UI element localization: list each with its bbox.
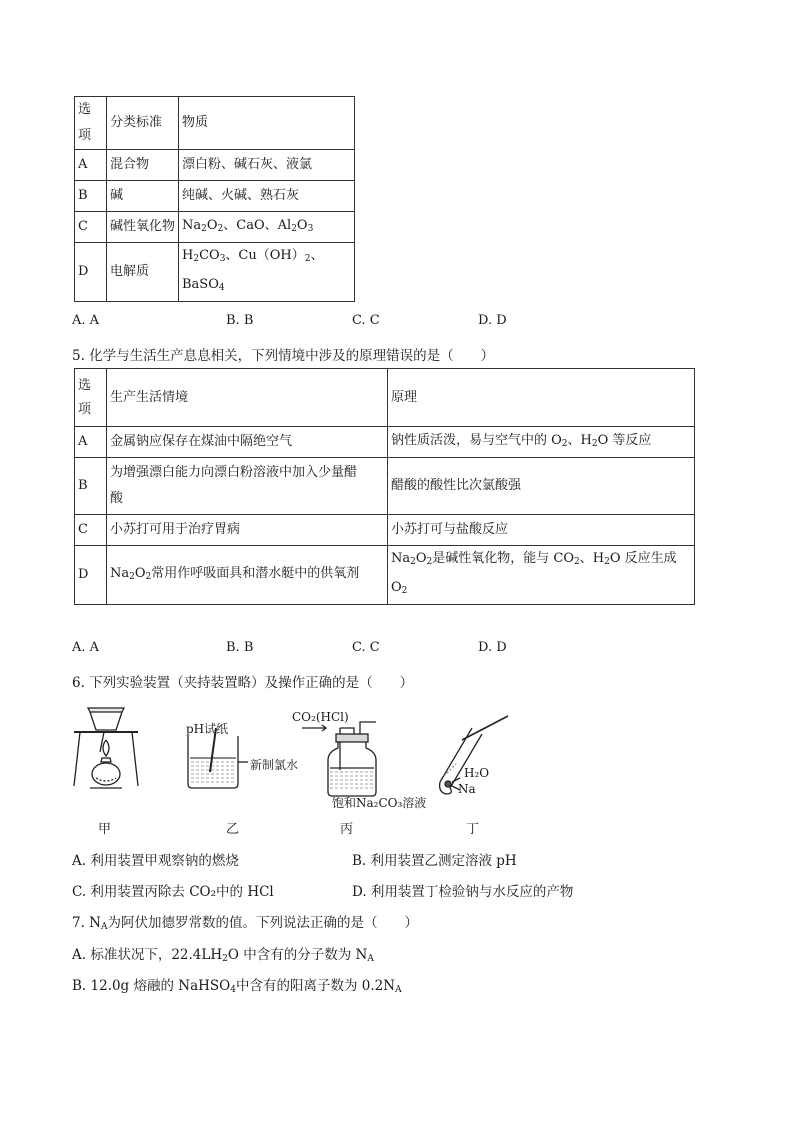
q7-option-b[interactable]: B. 12.0g 熔融的 NaHSO$_4$中含有的阳离子数为 $0.2N_A$ (72, 978, 402, 995)
table-row (75, 546, 695, 605)
table-row (75, 515, 695, 546)
table-header-row (75, 97, 355, 150)
table-row (75, 212, 355, 243)
table-row (75, 458, 695, 515)
table-header-row (75, 369, 695, 427)
row-scene: 小苏打可用于治疗胃病 (107, 515, 388, 546)
apparatus-yi (176, 700, 306, 795)
q5-stem: 5. 化学与生活生产息息相关，下列情境中涉及的原理错误的是（ ） (72, 348, 495, 364)
row-substances: 漂白粉、碱石灰、液氯 (179, 150, 355, 181)
table-row (75, 243, 355, 302)
row-principle: 醋酸的酸性比次氯酸强 (388, 458, 695, 515)
saturated-solution-label: 饱和Na₂CO₃溶液 (332, 796, 427, 810)
q5-option-a[interactable]: A. A (72, 640, 100, 655)
q5-option-b[interactable]: B. B (226, 640, 254, 655)
caption-yi: 乙 (226, 822, 240, 837)
header-principle: 原理 (388, 369, 695, 427)
q6-option-d[interactable]: D. 利用装置丁检验钠与水反应的产物 (352, 884, 574, 900)
h2o-label: H₂O (464, 766, 490, 780)
row-option: C (75, 212, 107, 243)
row-option: D (75, 546, 107, 605)
row-option: A (75, 150, 107, 181)
row-scene: $Na_2O_2$常用作呼吸面具和潜水艇中的供氧剂 (107, 546, 388, 605)
caption-ding: 丁 (466, 822, 480, 837)
apparatus-figures (66, 700, 516, 835)
substances-line-2: BaSO$_4$ (182, 277, 225, 293)
substances-line-1: $H_2CO_3$、$Cu(OH)_2$、 (182, 248, 324, 264)
row-substances: $Na_2O_2$、CaO、$Al_2O_3$ (179, 212, 355, 243)
table-row (75, 427, 695, 458)
q4-option-c[interactable]: C. C (352, 313, 380, 328)
table-row (75, 150, 355, 181)
q5-table (74, 368, 695, 605)
q7-option-a[interactable]: A. 标准状况下，$22.4LH_2O$ 中含有的分子数为 $N_A$ (72, 947, 374, 964)
caption-bing: 丙 (340, 822, 354, 837)
caption-jia: 甲 (98, 822, 112, 837)
row-option: C (75, 515, 107, 546)
table-row (75, 181, 355, 212)
header-substances: 物质 (179, 97, 355, 150)
row-option: B (75, 458, 107, 515)
row-option: A (75, 427, 107, 458)
na-label: Na (458, 782, 476, 796)
apparatus-jia (66, 700, 146, 795)
q6-option-a[interactable]: A. 利用装置甲观察钠的燃烧 (72, 853, 239, 869)
row-option: B (75, 181, 107, 212)
q6-option-b[interactable]: B. 利用装置乙测定溶液 pH (352, 853, 517, 869)
row-category: 碱性氧化物 (107, 212, 179, 243)
q5-option-c[interactable]: C. C (352, 640, 380, 655)
header-scene: 生产生活情境 (107, 369, 388, 427)
row-substances (179, 243, 355, 302)
row-category: 混合物 (107, 150, 179, 181)
q4-option-b[interactable]: B. B (226, 313, 254, 328)
row-substances: 纯碱、火碱、熟石灰 (179, 181, 355, 212)
gas-in-label: CO₂(HCl) (292, 710, 349, 724)
row-option: D (75, 243, 107, 302)
q4-option-a[interactable]: A. A (72, 313, 100, 328)
row-category: 碱 (107, 181, 179, 212)
header-option: 选 项 (75, 369, 107, 427)
row-principle: $Na_2O_2$是碱性氧化物，能与 $CO_2$、$H_2O$ 反应生成 $O_2$ (388, 546, 695, 605)
header-category: 分类标准 (107, 97, 179, 150)
ph-paper-label: pH试纸 (186, 722, 229, 736)
row-category: 电解质 (107, 243, 179, 302)
q6-option-c[interactable]: C. 利用装置丙除去 CO₂中的 HCl (72, 884, 274, 900)
row-principle: 小苏打可与盐酸反应 (388, 515, 695, 546)
classification-table (74, 96, 355, 302)
row-scene: 金属钠应保存在煤油中隔绝空气 (107, 427, 388, 458)
q6-stem: 6. 下列实验装置（夹持装置略）及操作正确的是（ ） (72, 675, 414, 691)
q7-stem: 7. $N_A$为阿伏加德罗常数的值。下列说法正确的是（ ） (72, 915, 418, 932)
row-principle: 钠性质活泼，易与空气中的 $O_2$、$H_2O$ 等反应 (388, 427, 695, 458)
chlorine-water-label: 新制氯水 (250, 758, 299, 772)
q4-option-d[interactable]: D. D (478, 313, 507, 328)
row-scene: 为增强漂白能力向漂白粉溶液中加入少量醋 酸 (107, 458, 388, 515)
q5-option-d[interactable]: D. D (478, 640, 507, 655)
header-option: 选项 (75, 97, 107, 150)
